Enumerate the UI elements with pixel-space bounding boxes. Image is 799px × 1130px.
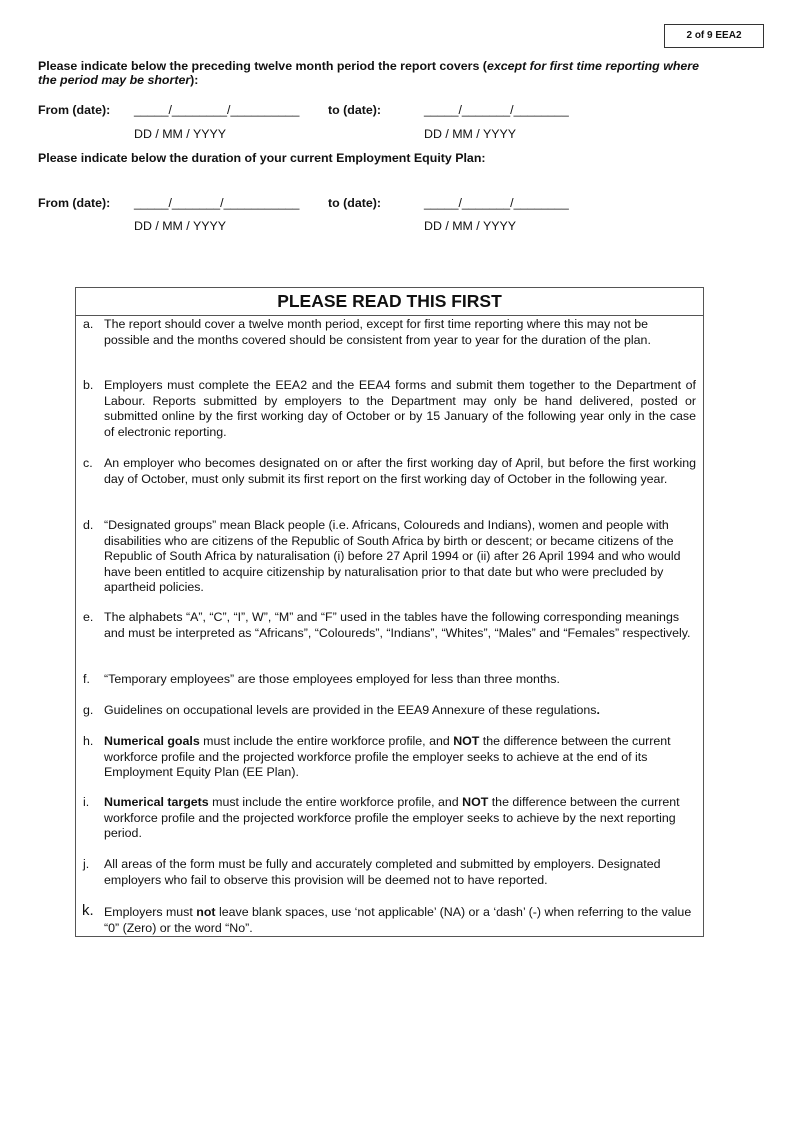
please-read-title: PLEASE READ THIS FIRST	[76, 288, 703, 316]
to-date-field[interactable]: _____/_______/________	[424, 103, 569, 117]
page-number: 2 of 9 EEA2	[664, 24, 764, 48]
from-date-format: DD / MM / YYYY	[134, 127, 227, 141]
from-date-field[interactable]: _____/________/__________	[134, 103, 300, 117]
plan-to-date-format: DD / MM / YYYY	[424, 219, 517, 233]
plan-from-date-label: From (date):	[38, 196, 111, 210]
plan-to-date-field[interactable]: _____/_______/________	[424, 196, 569, 210]
report-period-instruction-cont: the period may be shorter):	[38, 73, 199, 87]
ee-plan-duration-instruction: Please indicate below the duration of your current Employment Equity Plan:	[38, 151, 486, 165]
report-period-instruction: Please indicate below the preceding twelve month period the report covers (except for first time reporting where	[38, 59, 700, 73]
to-date-format: DD / MM / YYYY	[424, 127, 517, 141]
to-date-label: to (date):	[328, 103, 381, 117]
plan-from-date-format: DD / MM / YYYY	[134, 219, 227, 233]
plan-to-date-label: to (date):	[328, 196, 381, 210]
from-date-label: From (date):	[38, 103, 111, 117]
plan-from-date-field[interactable]: _____/_______/___________	[134, 196, 300, 210]
please-read-box: PLEASE READ THIS FIRST a. The report should cover a twelve month period, except for first time reporting where this may not be possible and the months covered should be consistent from year to year for the duration of the plan. b. Employers must complete the EEA2 and the EEA4 forms and submit them together to the Department of Labour. Reports submitted by employers to the Department may only be hand delivered, posted or submitted online by the first working day of October or by 15 January of the following year only in the case of electronic reporting. c. An employer who becomes designated on or after the first working day of April, but before the first working day of October, must only submit its first report on the first working day of October in the following year. d. “Designated groups” mean Black people (i.e. Africans, Coloureds and Indians), women and people with disabilities who are citizens of the Republic of South Africa by birth or descent; or became citizens of the Republic of South Africa by naturalisation (i) before 27 April 1994 or (ii) after 26 April 1994 and who would have been entitled to acquire citizenship by naturalisation prior to that date but who were precluded by apartheid policies. e. The alphabets “A”, “C”, “I”, W”, “M” and “F” used in the tables have the following corresponding meanings and must be interpreted as “Africans”, “Coloureds”, “Indians”, “Whites”, “Males” and “Females” respectively. f. “Temporary employees” are those employees employed for less than three months. g. Guidelines on occupational levels are provided in the EEA9 Annexure of these regulations. h. Numerical goals must include the entire workforce profile, and NOT the difference between the current workforce profile and the projected workforce profile the employer seeks to achieve at the end of its Employment Equity Plan (EE Plan). i. Numerical targets must include the entire workforce profile, and NOT the difference between the current workforce profile and the projected workforce profile the employer seeks to achieve by the next reporting period. j. All areas of the form must be fully and accurately completed and submitted by employers. Designated employers who fail to observe this provision will be deemed not to have reported. k. Employers must not leave blank spaces, use ‘not applicable’ (NA) or a ‘dash’ (-) when referring to the value “0” (Zero) or the word “No”.	[75, 287, 704, 937]
